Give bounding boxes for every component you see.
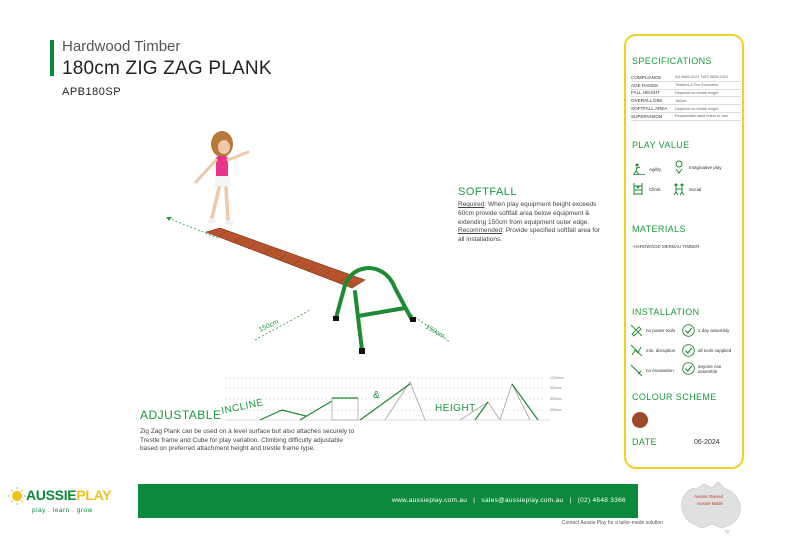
footer-email-link[interactable]: sales@aussieplay.com.au bbox=[481, 497, 564, 504]
softfall-recommended-text: : Provide specified softfall area for all installations. bbox=[458, 227, 600, 244]
footer-note: Contact Aussie Play for a tailor-made solution bbox=[562, 520, 663, 526]
footer-contact bbox=[390, 497, 628, 504]
spec-key: FALL HEIGHT bbox=[631, 90, 661, 96]
imaginative-play-icon bbox=[672, 160, 686, 174]
softfall-required-label: Required bbox=[458, 201, 485, 208]
product-title: 180cm ZIG ZAG PLANK bbox=[62, 58, 272, 79]
colour-swatch bbox=[632, 412, 648, 428]
product-subtitle: Hardwood Timber bbox=[62, 38, 181, 55]
spec-value: Depends on trestle height bbox=[675, 90, 719, 95]
dim-label-right: 150cm bbox=[424, 323, 446, 341]
spec-value: Toddlers & Pre-Schoolers bbox=[675, 83, 719, 88]
materials-text: -HARDWOOD MERBAU TIMBER bbox=[632, 244, 700, 249]
sun-icon bbox=[8, 487, 26, 505]
plank bbox=[206, 228, 365, 288]
amp-label: & bbox=[373, 390, 380, 401]
footer-phone: (02) 4648 3366 bbox=[577, 497, 626, 504]
child-figure bbox=[196, 131, 248, 226]
product-code: APB180SP bbox=[62, 86, 122, 98]
softfall-recommended-label: Recommended bbox=[458, 227, 503, 235]
materials-title: MATERIALS bbox=[632, 224, 686, 234]
play-value-agility: Agility bbox=[632, 162, 661, 176]
adjustable-description: Zig Zag Plank can be used on a level surface but also attaches securely to Trestle frame and Cube for play variation. Climbing difficulty adjustable based on preferred attachment height and trestle frame type. bbox=[140, 428, 355, 452]
spec-value: Depends on trestle height bbox=[675, 106, 719, 111]
play-value-imaginative: Imaginative play bbox=[672, 160, 722, 174]
spec-key: AGE RANGE bbox=[631, 82, 659, 88]
no-power-tools-icon bbox=[630, 324, 643, 337]
specifications-title: SPECIFICATIONS bbox=[632, 56, 712, 66]
specifications-panel bbox=[624, 34, 744, 469]
spec-row bbox=[631, 74, 741, 82]
height-mark-600: 600mm bbox=[550, 397, 562, 401]
install-no-power-tools: no power tools bbox=[630, 324, 686, 337]
agility-icon bbox=[632, 162, 646, 176]
softfall-title: SOFTFALL bbox=[458, 186, 518, 198]
softfall-section bbox=[458, 186, 608, 245]
adjustable-title: ADJUSTABLE bbox=[140, 408, 222, 422]
date-value: 06-2024 bbox=[694, 439, 720, 446]
spec-value: 180cm bbox=[675, 98, 687, 103]
badge-aussie-owned: Aussie Owned bbox=[694, 494, 724, 499]
logo-tagline: play . learn . grow bbox=[32, 507, 93, 514]
install-min-disruption: min. disruption bbox=[630, 344, 686, 357]
height-mark-300: 300mm bbox=[550, 408, 562, 412]
date-label: DATE bbox=[632, 437, 657, 447]
spec-row bbox=[631, 105, 741, 113]
product-illustration bbox=[140, 120, 480, 360]
spec-value: Responsible adult refers to user bbox=[675, 114, 729, 119]
dim-label-left: 150cm bbox=[257, 318, 280, 334]
footer-website-link[interactable]: www.aussieplay.com.au bbox=[392, 497, 468, 504]
play-value-climb: Climb bbox=[632, 182, 661, 196]
spec-key: SOFTFALL AREA bbox=[631, 106, 668, 112]
install-all-tools: all tools supplied bbox=[682, 344, 738, 357]
spec-row bbox=[631, 82, 741, 90]
spec-row bbox=[631, 97, 741, 105]
min-disruption-icon bbox=[630, 344, 643, 357]
incline-label: INCLINE bbox=[220, 397, 265, 417]
check-icon bbox=[682, 324, 695, 337]
title-accent-bar bbox=[50, 40, 54, 76]
logo-wordmark: AUSSIEPLAY bbox=[26, 487, 112, 503]
no-excavation-icon bbox=[630, 364, 643, 377]
softfall-required-text: : When play equipment height exceeds 60cm provide softfall area below equipment & extending 150cm from equipment outer edge. bbox=[458, 201, 597, 226]
spec-row bbox=[631, 113, 741, 121]
spec-row bbox=[631, 90, 741, 98]
install-anyone: anyone can assemble bbox=[682, 362, 738, 375]
spec-key: SUPERVISION bbox=[631, 113, 663, 119]
check-icon bbox=[682, 362, 695, 375]
height-label: HEIGHT bbox=[435, 403, 476, 414]
check-icon bbox=[682, 344, 695, 357]
install-no-excavation: no excavation bbox=[630, 364, 686, 377]
install-1-day: 1 day assembly bbox=[682, 324, 738, 337]
height-mark-1200: 1200mm bbox=[550, 376, 564, 380]
height-mark-900: 900mm bbox=[550, 386, 562, 390]
spec-value: AS 4685:2121, NZS 5828:2015 bbox=[675, 75, 728, 80]
incline-height-diagram bbox=[220, 370, 570, 430]
spec-key: COMPLIANCE bbox=[631, 74, 662, 80]
footer-separator: | bbox=[569, 497, 572, 504]
footer-separator: | bbox=[473, 497, 476, 504]
trestle-frame bbox=[336, 268, 412, 350]
social-icon bbox=[672, 182, 686, 196]
spec-key: OVERALL DIM. bbox=[631, 98, 663, 104]
play-value-title: PLAY VALUE bbox=[632, 140, 690, 150]
play-value-social: Social bbox=[672, 182, 701, 196]
badge-aussie-made: Aussie Made bbox=[697, 501, 724, 506]
softfall-text bbox=[458, 201, 608, 245]
spec-table bbox=[631, 74, 741, 121]
installation-title: INSTALLATION bbox=[632, 307, 700, 317]
australia-map-icon bbox=[672, 478, 748, 536]
climb-icon bbox=[632, 182, 646, 196]
colour-scheme-title: COLOUR SCHEME bbox=[632, 392, 717, 402]
